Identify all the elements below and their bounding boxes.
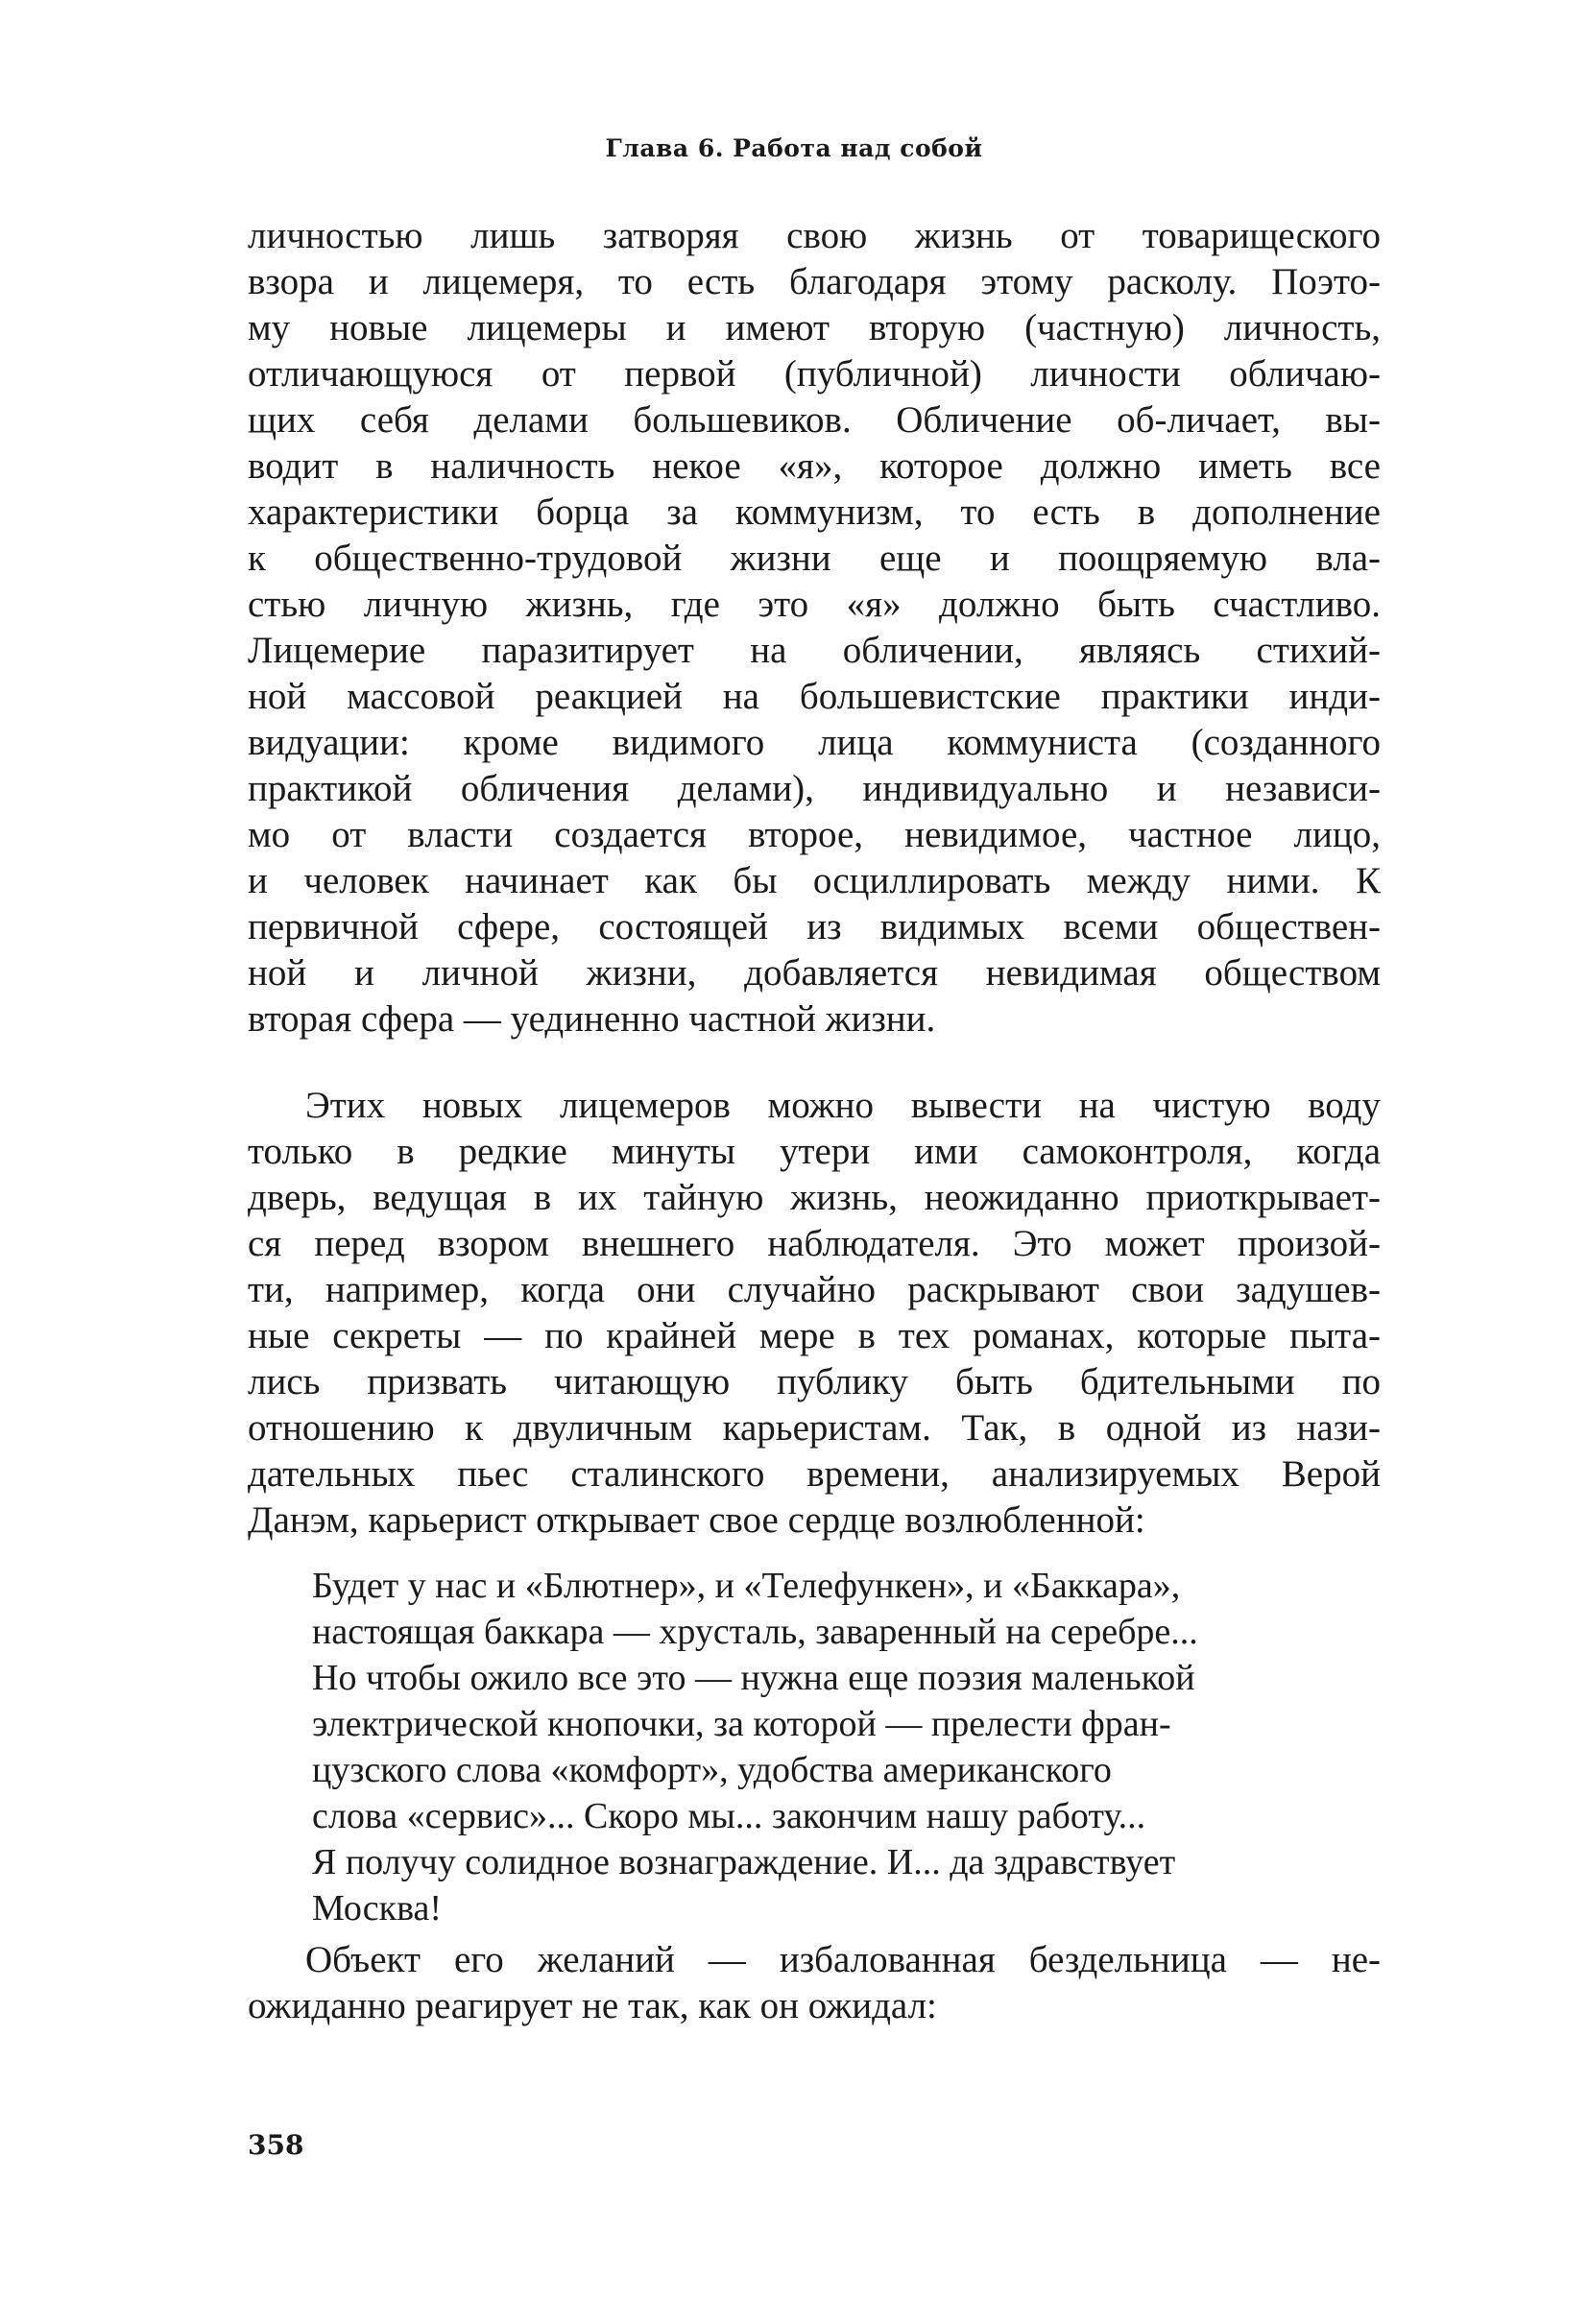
text-line: му новые лицемеры и имеют вторую (частную) личность,	[248, 307, 1381, 348]
quote-line: электрической кнопочки, за которой — прелести фран-	[312, 1704, 1171, 1744]
quote-line: Будет у нас и «Блютнер», и «Телефункен», и «Баккара»,	[312, 1566, 1181, 1606]
text-line: лись призвать читающую публику быть бдительными по	[248, 1361, 1381, 1402]
running-head: Глава 6. Работа над собой	[605, 134, 983, 162]
text-line: характеристики борца за коммунизм, то есть в дополнение	[248, 491, 1381, 533]
quote-line: слова «сервис»... Скоро мы... закончим нашу работу...	[312, 1796, 1146, 1836]
paragraph-1	[248, 213, 1381, 1042]
text-line: отличающуюся от первой (публичной) личности обличаю-	[248, 353, 1381, 395]
text-line: Лицемерие паразитирует на обличении, являясь стихий-	[248, 630, 1381, 671]
text-line: ожиданно реагирует не так, как он ожидал:	[248, 1985, 937, 2026]
text-line: к общественно-трудовой жизни еще и поощряемую вла-	[248, 538, 1381, 579]
text-line: водит в наличность некое «я», которое должно иметь все	[248, 445, 1381, 487]
text-line: щих себя делами большевиков. Обличение об-личает, вы-	[248, 399, 1381, 441]
text-line: первичной сфере, состоящей из видимых всеми обществен-	[248, 906, 1381, 947]
text-line: видуации: кроме видимого лица коммуниста (созданного	[248, 722, 1381, 763]
text-line: ной массовой реакцией на большевистские практики инди-	[248, 676, 1381, 717]
text-line: ти, например, когда они случайно раскрывают свои задушев-	[248, 1269, 1381, 1310]
text-line: вторая сфера — уединенно частной жизни.	[248, 998, 936, 1040]
paragraph-2	[248, 1083, 1381, 1544]
text-line: дательных пьес сталинского времени, анализируемых Верой	[248, 1453, 1381, 1495]
text-line: практикой обличения делами), индивидуально и независи-	[248, 768, 1381, 809]
text-line: Данэм, карьерист открывает свое сердце возлюбленной:	[248, 1499, 1145, 1541]
text-line: Объект его желаний — избалованная бездельница — не-	[305, 1939, 1381, 1980]
text-line: отношению к двуличным карьеристам. Так, в одной из нази-	[248, 1407, 1381, 1449]
text-line: взора и лицемеря, то есть благодаря этому расколу. Поэто-	[248, 261, 1381, 302]
text-line: дверь, ведущая в их тайную жизнь, неожиданно приоткрывает-	[248, 1177, 1381, 1218]
text-line: мо от власти создается второе, невидимое, частное лицо,	[248, 814, 1381, 855]
quote-line: Но чтобы ожило все это — нужна еще поэзия маленькой	[312, 1658, 1195, 1698]
block-quote	[312, 1563, 1320, 1931]
text-line: стью личную жизнь, где это «я» должно быть счастливо.	[248, 584, 1381, 625]
text-line: только в редкие минуты утери ими самоконтроля, когда	[248, 1131, 1381, 1172]
quote-line: Я получу солидное вознаграждение. И... да здравствует	[312, 1842, 1176, 1882]
quote-line: цузского слова «комфорт», удобства американского	[312, 1750, 1112, 1790]
text-line: личностью лишь затворяя свою жизнь от товарищеского	[248, 215, 1381, 256]
text-line: ся перед взором внешнего наблюдателя. Это может произой-	[248, 1223, 1381, 1264]
text-line: Этих новых лицемеров можно вывести на чистую воду	[305, 1085, 1381, 1126]
text-line: ные секреты — по крайней мере в тех романах, которые пыта-	[248, 1315, 1381, 1356]
paragraph-3	[248, 1937, 1381, 2029]
text-line: и человек начинает как бы осциллировать между ними. К	[248, 860, 1381, 901]
quote-line: настоящая баккара — хрусталь, заваренный на серебре...	[312, 1612, 1198, 1652]
quote-line: Москва!	[312, 1888, 443, 1929]
page-number: 358	[248, 2129, 304, 2161]
text-line: ной и личной жизни, добавляется невидимая обществом	[248, 952, 1381, 994]
